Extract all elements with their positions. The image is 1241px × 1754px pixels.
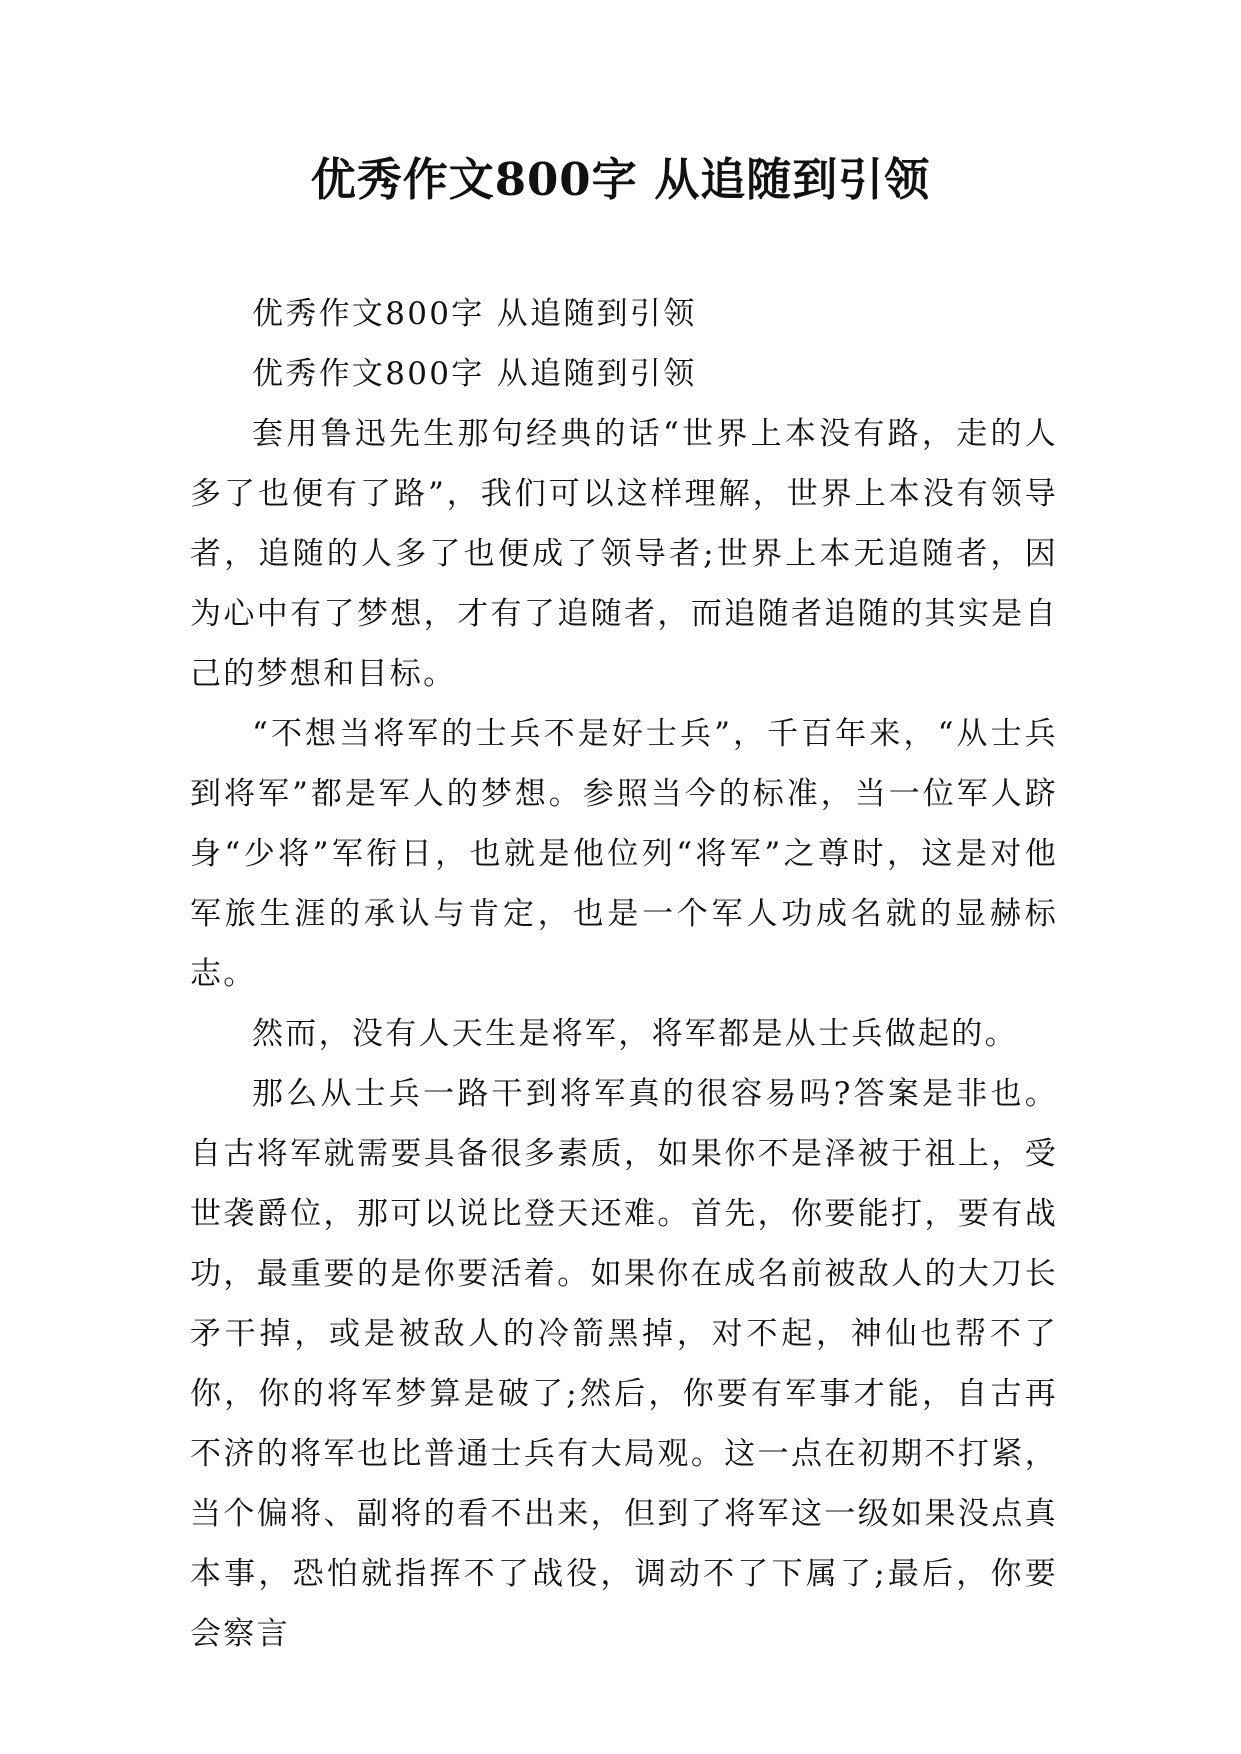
paragraph-subtitle-1: 优秀作文800字 从追随到引领 bbox=[252, 296, 697, 332]
document-title: 优秀作文800字 从追随到引领 bbox=[310, 153, 931, 206]
paragraph-soldier-general: “不想当将军的士兵不是好士兵”，千百年来，“从士兵到将军”都是军人的梦想。参照当今的标准，当一位军人跻身“少将”军衔日，也就是他位列“将军”之尊时，这是对他军旅生涯的承认与肯定，也是一个军人功成名就的显赫标志。 bbox=[190, 716, 1058, 992]
document-body bbox=[190, 284, 1058, 1664]
paragraph-no-born-general: 然而，没有人天生是将军，将军都是从士兵做起的。 bbox=[252, 1016, 1018, 1052]
paragraph-qualities: 那么从士兵一路干到将军真的很容易吗?答案是非也。自古将军就需要具备很多素质，如果你不是泽被于祖上，受世袭爵位，那可以说比登天还难。首先，你要能打，要有战功，最重要的是你要活着。如果你在成名前被敌人的大刀长矛干掉，或是被敌人的冷箭黑掉，对不起，神仙也帮不了你，你的将军梦算是破了;然后，你要有军事才能，自古再不济的将军也比普通士兵有大局观。这一点在初期不打紧，当个偏将、副将的看不出来，但到了将军这一级如果没点真本事，恐怕就指挥不了战役，调动不了下属了;最后，你要会察言 bbox=[190, 1076, 1058, 1652]
paragraph-subtitle-2: 优秀作文800字 从追随到引领 bbox=[252, 356, 697, 392]
paragraph-intro: 套用鲁迅先生那句经典的话“世界上本没有路，走的人多了也便有了路”，我们可以这样理解，世界上本没有领导者，追随的人多了也便成了领导者;世界上本无追随者，因为心中有了梦想，才有了追随者，而追随者追随的其实是自己的梦想和目标。 bbox=[190, 416, 1058, 692]
